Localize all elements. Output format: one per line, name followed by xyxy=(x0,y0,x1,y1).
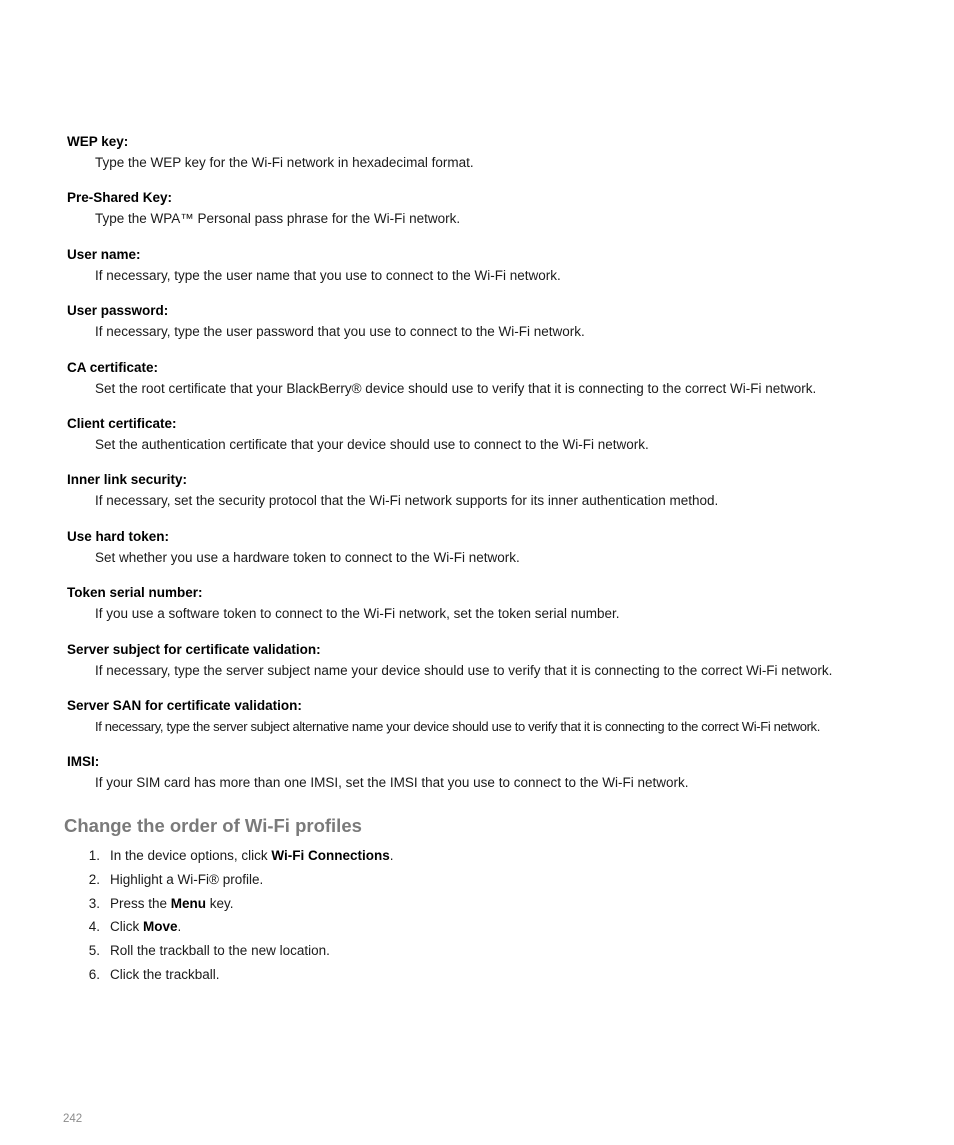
step-number: 4. xyxy=(88,919,100,935)
step-text xyxy=(110,965,220,985)
definition-item xyxy=(67,359,927,415)
definition-description: Set the authentication certificate that your device should use to connect to the Wi-Fi network. xyxy=(95,436,649,452)
definition-item xyxy=(67,641,927,697)
step-text xyxy=(110,917,181,937)
definition-description: If necessary, type the server subject alternative name your device should use to verify that it is connecting to the correct Wi-Fi network. xyxy=(95,718,820,734)
definition-item xyxy=(67,302,927,358)
definition-item xyxy=(67,246,927,302)
definition-description: If your SIM card has more than one IMSI, set the IMSI that you use to connect to the Wi-Fi network. xyxy=(95,775,689,791)
definition-item xyxy=(67,528,927,584)
definition-item xyxy=(67,753,927,809)
definition-item xyxy=(67,415,927,471)
definition-item xyxy=(67,133,927,189)
definition-term: IMSI: xyxy=(67,754,100,770)
step-text-part: key. xyxy=(206,895,234,911)
definition-description: Set the root certificate that your BlackBerry® device should use to verify that it is connecting to the correct Wi-Fi network. xyxy=(95,380,817,396)
definition-term: User password: xyxy=(67,303,169,319)
definition-list xyxy=(67,133,927,810)
definition-description: Type the WPA™ Personal pass phrase for the Wi-Fi network. xyxy=(95,211,461,227)
step-number: 2. xyxy=(88,871,100,887)
definition-term: Use hard token: xyxy=(67,528,170,544)
definition-description: If necessary, type the user name that you use to connect to the Wi-Fi network. xyxy=(95,267,561,283)
definition-term: CA certificate: xyxy=(67,359,159,375)
step-number: 3. xyxy=(88,895,100,911)
definition-item xyxy=(67,189,927,245)
step-number: 5. xyxy=(88,943,100,959)
definition-description: If necessary, type the user password that you use to connect to the Wi-Fi network. xyxy=(95,324,585,340)
ui-element-name: Menu xyxy=(170,895,207,911)
definition-description: Type the WEP key for the Wi-Fi network in hexadecimal format. xyxy=(95,155,474,170)
definition-item xyxy=(67,471,927,527)
definition-description: Set whether you use a hardware token to connect to the Wi-Fi network. xyxy=(95,549,520,565)
definition-term: Server SAN for certificate validation: xyxy=(67,697,302,713)
step-text-part: . xyxy=(177,919,182,935)
step-number: 1. xyxy=(88,848,100,863)
step-text-part: Roll the trackball to the new location. xyxy=(110,943,330,959)
step-text-part: Press the xyxy=(110,895,171,911)
definition-item xyxy=(67,697,927,753)
step-text-part: In the device options, click xyxy=(110,848,272,863)
step-text-part: Click the trackball. xyxy=(110,966,220,982)
definition-description: If you use a software token to connect to the Wi-Fi network, set the token serial number. xyxy=(95,606,620,622)
step-text-part: Highlight a Wi-Fi® profile. xyxy=(110,871,264,887)
step-number: 6. xyxy=(88,966,100,982)
definition-description: If necessary, type the server subject name your device should use to verify that it is connecting to the correct Wi-Fi network. xyxy=(95,662,833,678)
page-number: 242 xyxy=(63,1113,83,1125)
step-text xyxy=(110,941,330,961)
definition-term: Token serial number: xyxy=(67,585,203,601)
definition-term: Pre-Shared Key: xyxy=(67,190,173,206)
ui-element-name: Move xyxy=(143,919,178,935)
definition-term: Client certificate: xyxy=(67,415,177,431)
step-text xyxy=(110,894,234,914)
section-title: Change the order of Wi-Fi profiles xyxy=(64,815,362,836)
ui-element-name: Wi-Fi Connections xyxy=(271,848,390,863)
definition-term: User name: xyxy=(67,246,141,262)
step-text-part: . xyxy=(389,848,394,863)
definition-term: Server subject for certificate validation: xyxy=(67,641,321,657)
definition-term: Inner link security: xyxy=(67,472,188,488)
definition-item xyxy=(67,584,927,640)
definition-description: If necessary, set the security protocol that the Wi-Fi network supports for its inner authentication method. xyxy=(95,493,719,509)
definition-term: WEP key: xyxy=(67,134,129,149)
step-text xyxy=(110,846,393,866)
step-text-part: Click xyxy=(110,919,143,935)
step-text xyxy=(110,870,263,890)
